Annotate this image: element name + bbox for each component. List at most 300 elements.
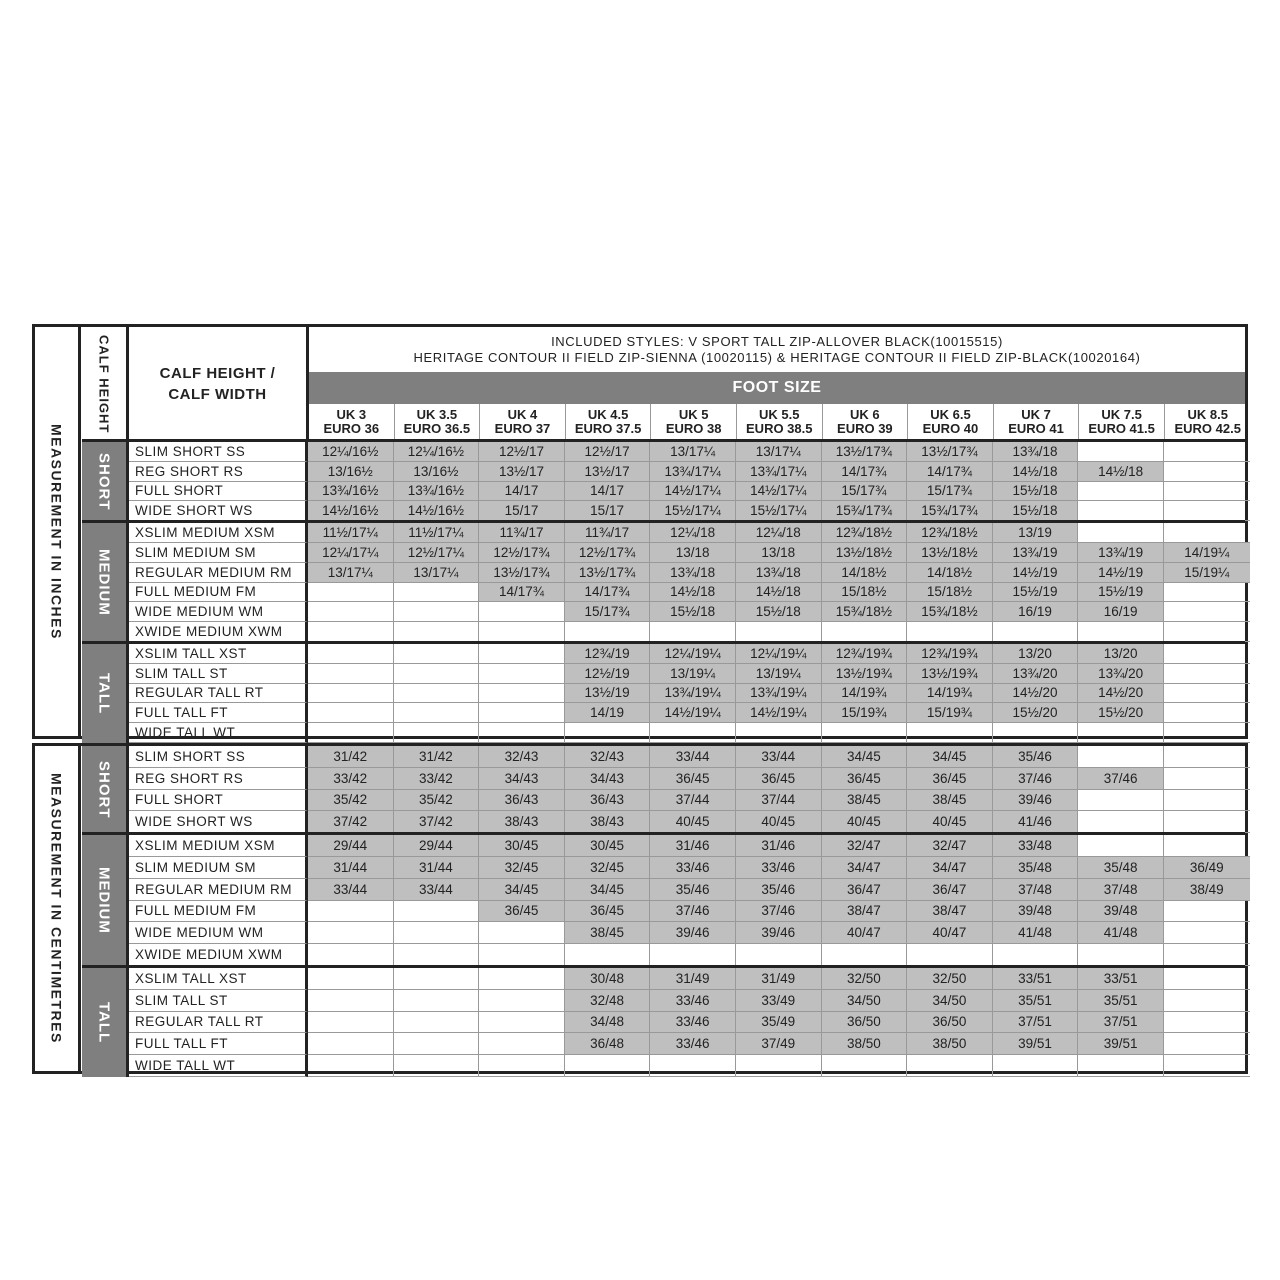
size-cell: 13¾/18 <box>993 442 1079 462</box>
row-label: SLIM MEDIUM SM <box>129 857 308 879</box>
size-cell <box>1164 482 1250 502</box>
euro-size: EURO 39 <box>837 421 893 436</box>
size-cell: 12¼/19¼ <box>736 644 822 664</box>
size-cell: 12¼/17¼ <box>308 543 394 563</box>
size-cell: 34/47 <box>907 857 993 879</box>
section-label: SHORT <box>95 452 113 511</box>
size-cell: 13/17¼ <box>650 442 736 462</box>
size-cell: 13/19¼ <box>650 664 736 684</box>
size-cell <box>1078 523 1164 543</box>
size-cell <box>394 602 480 622</box>
size-cell: 12½/17¾ <box>565 543 651 563</box>
size-cell: 13¾/19¼ <box>650 684 736 704</box>
size-cell <box>1164 583 1250 603</box>
size-column-1 <box>395 404 481 441</box>
size-cell <box>394 664 480 684</box>
size-cell <box>1164 835 1250 857</box>
size-cell: 36/43 <box>479 790 565 812</box>
size-cell: 15½/19 <box>1078 583 1164 603</box>
measurement-label: MEASUREMENT IN CENTIMETRES <box>48 773 65 1044</box>
size-cell: 13/16½ <box>394 462 480 482</box>
size-cell: 13½/17¾ <box>565 563 651 583</box>
size-cell: 37/46 <box>650 901 736 923</box>
size-cell: 37/46 <box>993 768 1079 790</box>
size-cell <box>1164 442 1250 462</box>
size-cell: 13¾/19 <box>993 543 1079 563</box>
size-cell: 35/42 <box>308 790 394 812</box>
inches-row <box>129 602 1245 622</box>
size-cell: 34/47 <box>822 857 908 879</box>
size-cell: 32/50 <box>907 968 993 990</box>
size-cell <box>479 622 565 642</box>
size-cell: 32/48 <box>565 990 651 1012</box>
size-cell: 32/45 <box>479 857 565 879</box>
size-cell: 41/48 <box>1078 922 1164 944</box>
size-cell: 31/42 <box>308 746 394 768</box>
size-cell <box>1164 1012 1250 1034</box>
size-cell: 37/51 <box>1078 1012 1164 1034</box>
size-cell: 13/16½ <box>308 462 394 482</box>
size-cell: 37/42 <box>394 811 480 833</box>
row-label: SLIM TALL ST <box>129 664 308 684</box>
size-cell: 31/44 <box>308 857 394 879</box>
size-cell <box>736 622 822 642</box>
size-cell: 35/48 <box>1078 857 1164 879</box>
size-cell <box>650 1055 736 1077</box>
size-cell <box>308 723 394 743</box>
size-cell <box>308 684 394 704</box>
size-cell <box>1164 768 1250 790</box>
size-cell <box>479 684 565 704</box>
row-label: WIDE MEDIUM WM <box>129 602 308 622</box>
cm-section-tall <box>82 968 129 1077</box>
row-label: FULL MEDIUM FM <box>129 583 308 603</box>
size-cell: 33/46 <box>650 857 736 879</box>
size-cell: 13/18 <box>650 543 736 563</box>
size-cell: 15/18½ <box>822 583 908 603</box>
uk-size: UK 7 <box>1021 407 1051 422</box>
size-cell: 12¼/18 <box>736 523 822 543</box>
size-cell: 39/46 <box>650 922 736 944</box>
size-cell: 39/46 <box>993 790 1079 812</box>
size-cell: 34/45 <box>822 746 908 768</box>
inches-row <box>129 543 1245 563</box>
row-label: XSLIM MEDIUM XSM <box>129 835 308 857</box>
size-cell: 12¾/19 <box>565 644 651 664</box>
size-cell <box>308 1055 394 1077</box>
size-cell <box>1164 811 1250 833</box>
size-cell: 13/19 <box>993 523 1079 543</box>
inches-row <box>129 563 1245 583</box>
size-cell: 36/50 <box>907 1012 993 1034</box>
size-cell: 12½/17 <box>565 442 651 462</box>
size-cell: 13¾/19¼ <box>736 684 822 704</box>
size-cell <box>394 703 480 723</box>
size-cell <box>394 644 480 664</box>
size-cell: 12¾/19¾ <box>822 644 908 664</box>
size-cell: 13¾/18 <box>650 563 736 583</box>
size-cell: 16/19 <box>993 602 1079 622</box>
size-cell <box>736 723 822 743</box>
size-cell <box>1164 684 1250 704</box>
size-cell: 15¾/17¾ <box>822 501 908 521</box>
size-cell <box>479 1033 565 1055</box>
size-cell <box>1078 746 1164 768</box>
size-cell: 32/50 <box>822 968 908 990</box>
size-cell: 35/46 <box>993 746 1079 768</box>
size-cell: 13½/18½ <box>822 543 908 563</box>
euro-size: EURO 38.5 <box>746 421 813 436</box>
size-cell <box>1078 622 1164 642</box>
size-cell: 31/44 <box>394 857 480 879</box>
size-cell: 12½/17 <box>479 442 565 462</box>
size-cell <box>479 664 565 684</box>
size-cell: 14/19¼ <box>1164 543 1250 563</box>
inches-section-short <box>82 442 129 521</box>
size-cell: 34/50 <box>907 990 993 1012</box>
size-cell: 15/19¾ <box>907 703 993 723</box>
row-label: FULL SHORT <box>129 790 308 812</box>
size-cell: 33/46 <box>650 1033 736 1055</box>
size-cell: 36/45 <box>822 768 908 790</box>
size-cell: 15½/18 <box>993 501 1079 521</box>
styles-line-1: INCLUDED STYLES: V SPORT TALL ZIP-ALLOVER BLACK(10015515) <box>551 333 1003 349</box>
size-cell <box>308 968 394 990</box>
uk-size: UK 5 <box>678 407 709 422</box>
size-cell <box>479 990 565 1012</box>
inches-row <box>129 703 1245 723</box>
size-cell <box>308 922 394 944</box>
size-cell: 33/48 <box>993 835 1079 857</box>
size-cell: 13/19¼ <box>736 664 822 684</box>
size-cell <box>479 944 565 966</box>
size-cell: 32/47 <box>822 835 908 857</box>
size-column-4 <box>651 404 737 441</box>
size-cell: 14½/17¼ <box>736 482 822 502</box>
size-cell: 15/19¼ <box>1164 563 1250 583</box>
size-cell: 14½/20 <box>993 684 1079 704</box>
size-cell: 35/51 <box>993 990 1079 1012</box>
size-cell: 12¾/18½ <box>822 523 908 543</box>
row-label: FULL SHORT <box>129 482 308 502</box>
size-cell <box>479 1055 565 1077</box>
size-cell: 33/44 <box>736 746 822 768</box>
size-cell: 33/46 <box>736 857 822 879</box>
size-cell: 12½/17¼ <box>394 543 480 563</box>
size-cell: 13½/19¾ <box>907 664 993 684</box>
size-cell: 36/47 <box>907 879 993 901</box>
size-cell: 13½/17¾ <box>822 442 908 462</box>
size-cell: 13/20 <box>1078 644 1164 664</box>
styles-line-2: HERITAGE CONTOUR II FIELD ZIP-SIENNA (10020115) & HERITAGE CONTOUR II FIELD ZIP-BLACK(10020164) <box>413 349 1141 365</box>
size-cell: 13/20 <box>993 644 1079 664</box>
euro-size: EURO 37 <box>494 421 551 436</box>
inches-block <box>32 324 1248 739</box>
size-cell: 14½/17¼ <box>650 482 736 502</box>
size-cell <box>1078 1055 1164 1077</box>
size-cell: 33/51 <box>993 968 1079 990</box>
size-cell: 38/50 <box>822 1033 908 1055</box>
size-cell: 15½/20 <box>993 703 1079 723</box>
euro-size: EURO 36.5 <box>403 421 471 436</box>
size-column-6 <box>823 404 909 441</box>
row-label: XSLIM TALL XST <box>129 644 308 664</box>
size-cell <box>308 990 394 1012</box>
uk-size: UK 4 <box>507 407 538 422</box>
size-cell: 13½/17 <box>565 462 651 482</box>
size-cell: 31/46 <box>650 835 736 857</box>
size-cell <box>1164 602 1250 622</box>
cm-row <box>129 968 1245 990</box>
cm-row <box>129 1055 1245 1077</box>
size-cell: 15¾/18½ <box>822 602 908 622</box>
size-cell: 34/48 <box>565 1012 651 1034</box>
size-cell <box>1078 501 1164 521</box>
uk-size: UK 4.5 <box>587 407 629 422</box>
size-cell: 11½/17¼ <box>394 523 480 543</box>
size-column-7 <box>908 404 994 441</box>
size-cell <box>907 723 993 743</box>
size-cell: 34/45 <box>907 746 993 768</box>
size-cell <box>1164 664 1250 684</box>
size-cell: 40/47 <box>907 922 993 944</box>
size-cell <box>308 1033 394 1055</box>
size-cell: 32/47 <box>907 835 993 857</box>
size-cell <box>1164 703 1250 723</box>
size-cell <box>1164 723 1250 743</box>
uk-size: UK 5.5 <box>759 407 800 422</box>
size-cell <box>394 1055 480 1077</box>
size-cell <box>1078 723 1164 743</box>
size-cell <box>822 944 908 966</box>
size-cell: 14½/19 <box>993 563 1079 583</box>
size-cell: 14½/18 <box>993 462 1079 482</box>
size-cell: 29/44 <box>308 835 394 857</box>
uk-size: UK 6.5 <box>930 407 971 422</box>
size-cell <box>308 602 394 622</box>
size-cell: 15/17 <box>565 501 651 521</box>
size-cell: 12½/17¾ <box>479 543 565 563</box>
row-label: SLIM TALL ST <box>129 990 308 1012</box>
size-cell: 12¾/19¾ <box>907 644 993 664</box>
size-cell: 15½/19 <box>993 583 1079 603</box>
size-cell <box>1164 644 1250 664</box>
row-label: XSLIM MEDIUM XSM <box>129 523 308 543</box>
size-cell: 36/45 <box>565 901 651 923</box>
cm-row <box>129 901 1245 923</box>
measurement-label: MEASUREMENT IN INCHES <box>48 423 65 640</box>
size-cell: 15/17¾ <box>822 482 908 502</box>
size-cell: 13/18 <box>736 543 822 563</box>
size-cell: 30/45 <box>479 835 565 857</box>
size-cell: 37/46 <box>1078 768 1164 790</box>
size-cell: 13¾/20 <box>1078 664 1164 684</box>
calf-height-header <box>82 327 129 441</box>
size-cell: 13¾/19 <box>1078 543 1164 563</box>
size-cell: 39/51 <box>1078 1033 1164 1055</box>
size-cell: 34/50 <box>822 990 908 1012</box>
row-label: XWIDE MEDIUM XWM <box>129 944 308 966</box>
row-label: REGULAR MEDIUM RM <box>129 563 308 583</box>
size-cell: 33/49 <box>736 990 822 1012</box>
inches-row <box>129 462 1245 482</box>
size-cell: 38/47 <box>907 901 993 923</box>
section-label: SHORT <box>95 760 113 819</box>
section-label: TALL <box>95 1001 113 1044</box>
size-cell <box>308 644 394 664</box>
euro-size: EURO 40 <box>922 421 979 436</box>
size-cell <box>907 944 993 966</box>
size-cell: 15¾/18½ <box>907 602 993 622</box>
size-cell <box>394 723 480 743</box>
inches-row <box>129 644 1245 664</box>
size-cell: 39/48 <box>993 901 1079 923</box>
size-cell <box>308 622 394 642</box>
size-cell <box>394 622 480 642</box>
size-cell <box>479 723 565 743</box>
size-cell: 13/17¼ <box>308 563 394 583</box>
size-cell: 15/17¾ <box>907 482 993 502</box>
size-cell: 15/19¾ <box>822 703 908 723</box>
size-cell <box>993 723 1079 743</box>
size-cell <box>394 901 480 923</box>
row-label: SLIM SHORT SS <box>129 442 308 462</box>
size-cell: 33/42 <box>308 768 394 790</box>
row-label: XWIDE MEDIUM XWM <box>129 622 308 642</box>
size-cell: 31/46 <box>736 835 822 857</box>
size-cell <box>1164 1055 1250 1077</box>
size-cell: 15¾/17¾ <box>907 501 993 521</box>
size-cell: 39/46 <box>736 922 822 944</box>
size-cell: 36/43 <box>565 790 651 812</box>
size-cell: 13¾/18 <box>736 563 822 583</box>
size-cell <box>308 664 394 684</box>
size-cell: 12¼/19¼ <box>650 644 736 664</box>
cm-section-medium <box>82 835 129 966</box>
size-cell <box>822 1055 908 1077</box>
size-cell <box>394 684 480 704</box>
row-label: XSLIM TALL XST <box>129 968 308 990</box>
size-cell <box>479 922 565 944</box>
cm-row <box>129 746 1245 768</box>
size-cell: 40/45 <box>650 811 736 833</box>
size-cell: 14/17¾ <box>479 583 565 603</box>
size-cell: 36/45 <box>907 768 993 790</box>
size-cell: 35/46 <box>650 879 736 901</box>
size-cell <box>308 901 394 923</box>
size-cell <box>1164 944 1250 966</box>
size-cell: 38/45 <box>822 790 908 812</box>
size-cell: 14½/18 <box>1078 462 1164 482</box>
size-cell: 13/17¼ <box>736 442 822 462</box>
size-cell: 14½/16½ <box>394 501 480 521</box>
size-column-9 <box>1079 404 1165 441</box>
size-cell: 33/51 <box>1078 968 1164 990</box>
size-cell <box>993 944 1079 966</box>
size-cell <box>1078 442 1164 462</box>
size-cell: 15½/18 <box>993 482 1079 502</box>
size-cell: 13½/17¾ <box>907 442 993 462</box>
size-cell <box>907 622 993 642</box>
size-cell <box>1164 790 1250 812</box>
size-cell: 15½/18 <box>650 602 736 622</box>
calf-width-header <box>129 327 309 441</box>
euro-size: EURO 36 <box>323 421 380 436</box>
size-cell: 36/45 <box>736 768 822 790</box>
inches-row <box>129 723 1245 743</box>
cm-row <box>129 768 1245 790</box>
cm-row <box>129 835 1245 857</box>
inches-section-tall <box>82 644 129 743</box>
cm-row <box>129 1033 1245 1055</box>
euro-size: EURO 38 <box>665 421 722 436</box>
size-cell: 13½/19¾ <box>822 664 908 684</box>
size-cell <box>1078 482 1164 502</box>
size-column-0 <box>309 404 395 441</box>
size-cell <box>565 622 651 642</box>
size-cell: 14/17 <box>479 482 565 502</box>
size-cell: 14½/19¼ <box>736 703 822 723</box>
size-cell: 14/17¾ <box>907 462 993 482</box>
size-cell: 15/17 <box>479 501 565 521</box>
size-cell <box>1164 523 1250 543</box>
uk-size: UK 3 <box>336 407 367 422</box>
size-cell <box>394 1012 480 1034</box>
inches-row <box>129 501 1245 521</box>
size-cell <box>565 723 651 743</box>
size-cell <box>1164 1033 1250 1055</box>
size-cell: 15½/17¼ <box>650 501 736 521</box>
size-cell: 12¾/18½ <box>907 523 993 543</box>
euro-size: EURO 41.5 <box>1088 421 1155 436</box>
size-cell: 37/42 <box>308 811 394 833</box>
size-cell: 35/46 <box>736 879 822 901</box>
size-cell: 32/43 <box>565 746 651 768</box>
foot-size-columns <box>309 404 1245 441</box>
size-cell <box>565 1055 651 1077</box>
size-cell <box>565 944 651 966</box>
size-cell: 33/44 <box>308 879 394 901</box>
size-column-10 <box>1165 404 1251 441</box>
size-cell <box>394 583 480 603</box>
section-label: MEDIUM <box>95 867 113 934</box>
section-label: TALL <box>95 672 113 715</box>
size-cell <box>1164 746 1250 768</box>
euro-size: EURO 42.5 <box>1174 421 1241 436</box>
size-column-2 <box>480 404 566 441</box>
size-cell: 37/44 <box>736 790 822 812</box>
size-cell: 11¾/17 <box>479 523 565 543</box>
size-cell <box>1078 790 1164 812</box>
size-cell: 12¼/16½ <box>308 442 394 462</box>
cm-row <box>129 811 1245 833</box>
size-cell: 15½/20 <box>1078 703 1164 723</box>
size-cell: 31/42 <box>394 746 480 768</box>
cm-row <box>129 879 1245 901</box>
size-cell <box>650 944 736 966</box>
size-cell: 13½/17¾ <box>479 563 565 583</box>
row-label: REGULAR TALL RT <box>129 1012 308 1034</box>
size-cell: 13½/17 <box>479 462 565 482</box>
size-cell: 15½/18 <box>736 602 822 622</box>
size-cell: 14½/18 <box>736 583 822 603</box>
row-label: FULL TALL FT <box>129 703 308 723</box>
size-column-5 <box>737 404 823 441</box>
cm-row <box>129 1012 1245 1034</box>
size-cell: 15½/17¼ <box>736 501 822 521</box>
row-label: WIDE SHORT WS <box>129 811 308 833</box>
size-cell: 16/19 <box>1078 602 1164 622</box>
